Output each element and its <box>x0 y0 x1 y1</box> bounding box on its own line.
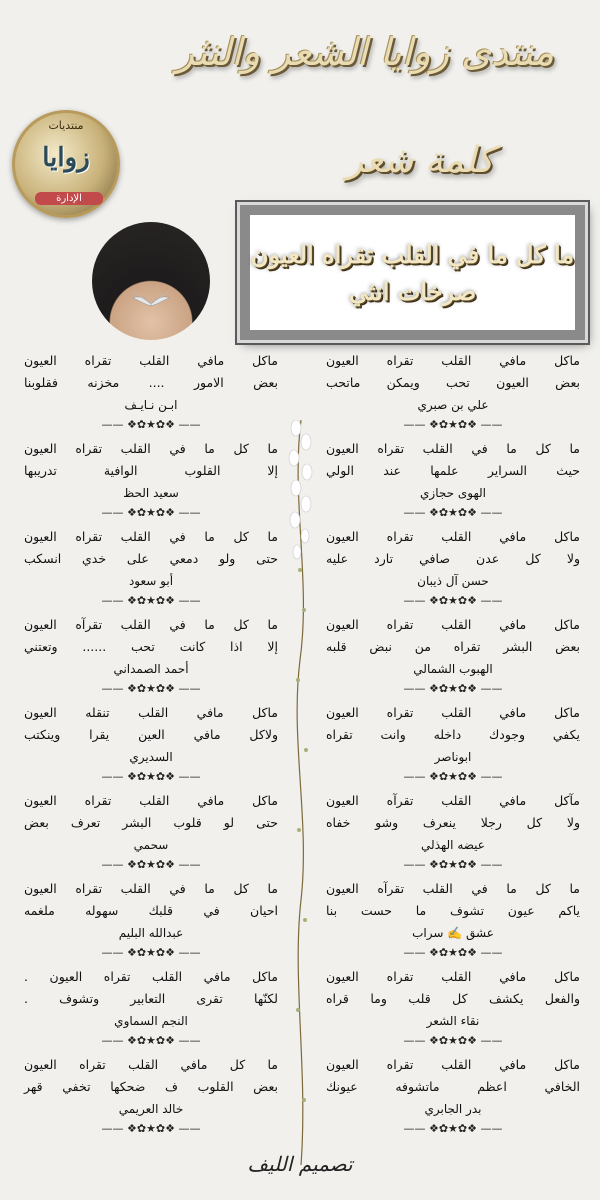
logo-main-text: زوايا <box>42 143 90 173</box>
stanza <box>20 1054 282 1142</box>
verse-line: حيث السراير علمها عند الولي <box>326 463 580 478</box>
verse-line: ماكل مافي القلب تقراه العيون <box>326 705 580 720</box>
poem-subtitle: صرخات انثي <box>348 276 477 306</box>
stanza <box>322 614 584 702</box>
verse-line: ولاكل مافي العين يقرا وينكتب <box>24 727 278 742</box>
stanza <box>322 1054 584 1142</box>
stanza-divider: —— ❖✿★✿❖ —— <box>403 858 503 871</box>
stanza <box>322 702 584 790</box>
logo-top-text: منتديات <box>48 119 84 132</box>
stanza-divider: —— ❖✿★✿❖ —— <box>101 682 201 695</box>
poet-name: سعيد الحظ <box>123 486 179 500</box>
stanza <box>322 878 584 966</box>
stanza-divider: —— ❖✿★✿❖ —— <box>403 506 503 519</box>
stanza <box>322 438 584 526</box>
poet-name: أحمد الصمداني <box>113 662 189 676</box>
verse-line: احيان في قلبك سهوله ملغمه <box>24 903 278 918</box>
verse-line: ما كل مافي القلب تقراه العيون <box>24 1057 278 1072</box>
stanza <box>322 526 584 614</box>
stanza <box>20 526 282 614</box>
poet-name: النجم السماوي <box>114 1014 188 1028</box>
stanza-divider: —— ❖✿★✿❖ —— <box>403 946 503 959</box>
stanza <box>20 790 282 878</box>
verse-line: ماكل مافي القلب تقراه العيون <box>326 617 580 632</box>
logo-bottom-text: الإدارة <box>35 192 103 205</box>
poet-name: حسن آل ذيبان <box>417 574 489 588</box>
verse-line: ما كل ما في القلب تقراه العيون <box>24 441 278 456</box>
verse-line: مآكل مافي القلب تقرآه العيون <box>326 793 580 808</box>
verse-line: ما كل ما في القلب تقرآه العيون <box>326 881 580 896</box>
flower-vine-decoration <box>286 420 316 1165</box>
poet-name: ابوناصر <box>434 750 472 764</box>
verse-line: حتى لو قلوب البشر تعرف بعض <box>24 815 278 830</box>
verse-line: ماكل مافي القلب تقراه العيون <box>326 353 580 368</box>
forum-logo[interactable] <box>12 110 120 218</box>
verse-line: ياكم عيون تشوف ما حست بنا <box>326 903 580 918</box>
verse-line: ماكل مافي القلب تقراه العيون <box>326 969 580 984</box>
designer-signature: تصميم الليف <box>247 1152 353 1176</box>
stanza-divider: —— ❖✿★✿❖ —— <box>101 594 201 607</box>
poet-name: الهوى حجازي <box>420 486 486 500</box>
verse-line: ماكل مافي القلب تقراه العيون <box>24 353 278 368</box>
verse-line: ما كل ما في القلب تقرآه العيون <box>24 617 278 632</box>
poet-name: عيضه الهذلي <box>421 838 485 852</box>
necklace-avatar-image <box>92 222 210 340</box>
stanza <box>20 878 282 966</box>
stanza-divider: —— ❖✿★✿❖ —— <box>403 418 503 431</box>
verse-line: بعض القلوب ف ضحكها تخفي قهر <box>24 1079 278 1094</box>
stanza-divider: —— ❖✿★✿❖ —— <box>403 594 503 607</box>
poet-name: عبدالله البليم <box>118 926 184 940</box>
stanza-divider: —— ❖✿★✿❖ —— <box>403 770 503 783</box>
stanza-divider: —— ❖✿★✿❖ —— <box>101 1034 201 1047</box>
verse-line: ماكل مافي القلب تقراه العيون <box>24 793 278 808</box>
stanza <box>322 790 584 878</box>
stanza <box>20 350 282 438</box>
verse-line: بعض الامور .... مخزنه فقلوبنا <box>24 375 278 390</box>
poet-name: علي بن صبري <box>417 398 489 412</box>
stanza-divider: —— ❖✿★✿❖ —— <box>101 858 201 871</box>
poet-name: بدر الجابري <box>424 1102 482 1116</box>
stanza <box>20 966 282 1054</box>
poet-name: ابـن نـايـف <box>124 398 178 412</box>
verse-line: ما كل ما في القلب تقراه العيون <box>24 529 278 544</box>
verse-line: إلا القلوب الوافية تدريبها <box>24 463 278 478</box>
verse-line: ماكل مافي القلب تقراه العيون <box>326 1057 580 1072</box>
verse-line: بعض العيون تحب ويمكن ماتحب <box>326 375 580 390</box>
stanza-divider: —— ❖✿★✿❖ —— <box>403 1034 503 1047</box>
verse-line: ولا كل عدن صافي تارد عليه <box>326 551 580 566</box>
verse-line: ولا كل رجلا ينعرف وشو خفاه <box>326 815 580 830</box>
stanza-divider: —— ❖✿★✿❖ —— <box>101 506 201 519</box>
stanza <box>322 350 584 438</box>
right-poem-column <box>322 350 584 1142</box>
verse-line: والفعل يكشف كل قلب وما قراه <box>326 991 580 1006</box>
stanza-divider: —— ❖✿★✿❖ —— <box>403 1122 503 1135</box>
stanza <box>20 702 282 790</box>
stanza <box>20 614 282 702</box>
poet-name: عشق ✍️ سراب <box>412 926 494 940</box>
verse-line: ما كل ما في القلب تقراه العيون <box>24 881 278 896</box>
verse-line: ماكل مافي القلب تقراه العيون . <box>24 969 278 984</box>
stanza-divider: —— ❖✿★✿❖ —— <box>101 946 201 959</box>
verse-line: بعض البشر تقراه من نبض قلبه <box>326 639 580 654</box>
forum-title: منتدى زوايا الشعر والنثر <box>175 30 555 74</box>
verse-line: ما كل ما في القلب تقراه العيون <box>326 441 580 456</box>
stanza-divider: —— ❖✿★✿❖ —— <box>101 770 201 783</box>
stanza-divider: —— ❖✿★✿❖ —— <box>403 682 503 695</box>
poet-name: سحمي <box>133 838 169 852</box>
stanza-divider: —— ❖✿★✿❖ —— <box>101 418 201 431</box>
poet-name: أبو سعود <box>128 574 174 588</box>
stanza-divider: —— ❖✿★✿❖ —— <box>101 1122 201 1135</box>
poem-title-frame <box>240 205 585 340</box>
verse-line: ماكل مافي القلب تقراه العيون <box>326 529 580 544</box>
verse-line: حتى ولو دمعي على خدي انسكب <box>24 551 278 566</box>
wing-pendant-icon <box>132 292 170 312</box>
poem-title: ما كل ما في القلب تقراه العيون <box>250 239 575 269</box>
verse-line: ماكل مافي القلب تنقله العيون <box>24 705 278 720</box>
poetic-word-heading: كلمة شعر <box>345 140 494 181</box>
poet-name: الهبوب الشمالي <box>413 662 493 676</box>
verse-line: يكفي وجودك داخله وانت تقراه <box>326 727 580 742</box>
stanza <box>20 438 282 526</box>
stanza <box>322 966 584 1054</box>
poet-name: السديري <box>129 750 173 764</box>
poet-name: نقاء الشعر <box>426 1014 480 1028</box>
left-poem-column <box>20 350 282 1142</box>
verse-line: إلا اذا كانت تحب ...... وتعتني <box>24 639 278 654</box>
verse-line: لكنّها تقرى التعابير وتشوف . <box>24 991 278 1006</box>
verse-line: الخافي اعظم ماتشوفه عيونك <box>326 1079 580 1094</box>
poet-name: خالد العريمي <box>118 1102 184 1116</box>
